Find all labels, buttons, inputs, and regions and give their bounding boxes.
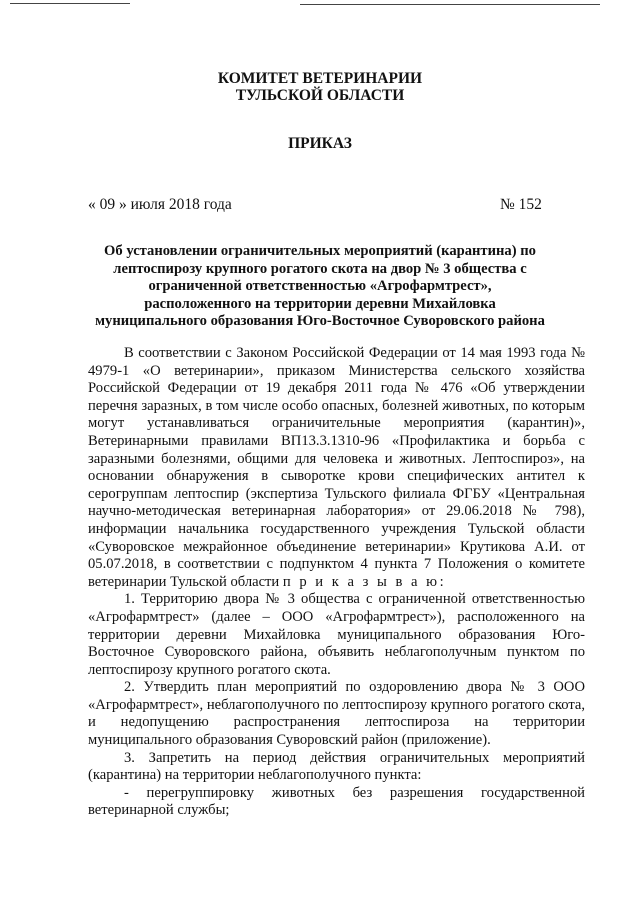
order-title: Об установлении ограничительных мероприятий (карантина) по лептоспирозу крупного рогатого скота на двор № 3 общества с ограниченной ответственностью «Агрофармтрест», расположенного на территории деревни Михайловка муниципального образования Юго-Восточное Суворовского района	[95, 243, 545, 330]
order-item-1: 1. Территорию двора № 3 общества с ограниченной ответственностью «Агрофармтрест» (далее – ООО «Агрофармтрест»), расположенного на территории деревни Михайловка муниципального образования Юго-Восточное Суворовского района, объявить неблагополучным пунктом по лептоспирозу крупного рогатого скота.	[88, 591, 585, 678]
order-item-3-subitem: - перегруппировку животных без разрешения государственной ветеринарной службы;	[88, 784, 585, 819]
document-type: ПРИКАЗ	[288, 135, 352, 152]
order-number: № 152	[500, 196, 542, 213]
order-item-2: 2. Утвердить план мероприятий по оздоровлению двора № 3 ООО «Агрофармтрест», неблагополучного по лептоспирозу крупного рогатого скота, и недопущению распространения лептоспироза на территории муниципального образования Суворовский район (приложение).	[88, 679, 585, 749]
order-item-3: 3. Запретить на период действия ограничительных мероприятий (карантина) на территории неблагополучного пункта:	[88, 749, 585, 784]
committee-name-line1: КОМИТЕТ ВЕТЕРИНАРИИ	[217, 70, 423, 87]
preamble-text: В соответствии с Законом Российской Федерации от 14 мая 1993 года № 4979-1 «О ветеринарии», приказом Министерства сельского хозяйства Российской Федерации от 19 декабря 2011 года № 476 «Об утверждении перечня заразных, в том числе особо опасных, болезней животных, по которым могут устанавливаться ограничительные мероприятия (карантин)», Ветеринарными правилами ВП13.3.1310-96 «Профилактика и борьба с заразными болезнями, общими для человека и животных. Лептоспироз», на основании обнаружения в сыворотке крови специфических антител к серогруппам лептоспир (экспертиза Тульского филиала ФГБУ «Центральная научно-методическая ветеринарная лаборатория» от 29.06.2018 № 798), информации начальника государственного учреждения Тульской области «Суворовское межрайонное объединение ветеринарии» Крутикова А.И. от 05.07.2018, в соответствии с подпунктом 4 пункта 7 Положения о комитете ветеринарии Тульской области	[88, 345, 585, 590]
scan-edge-mark	[300, 4, 600, 5]
scan-edge-mark	[10, 3, 130, 4]
committee-name-line2: ТУЛЬСКОЙ ОБЛАСТИ	[235, 87, 405, 104]
order-word: п р и к а з ы в а ю:	[282, 573, 447, 590]
order-date: « 09 » июля 2018 года	[88, 196, 232, 213]
preamble-paragraph	[88, 345, 585, 591]
order-body	[88, 345, 585, 820]
